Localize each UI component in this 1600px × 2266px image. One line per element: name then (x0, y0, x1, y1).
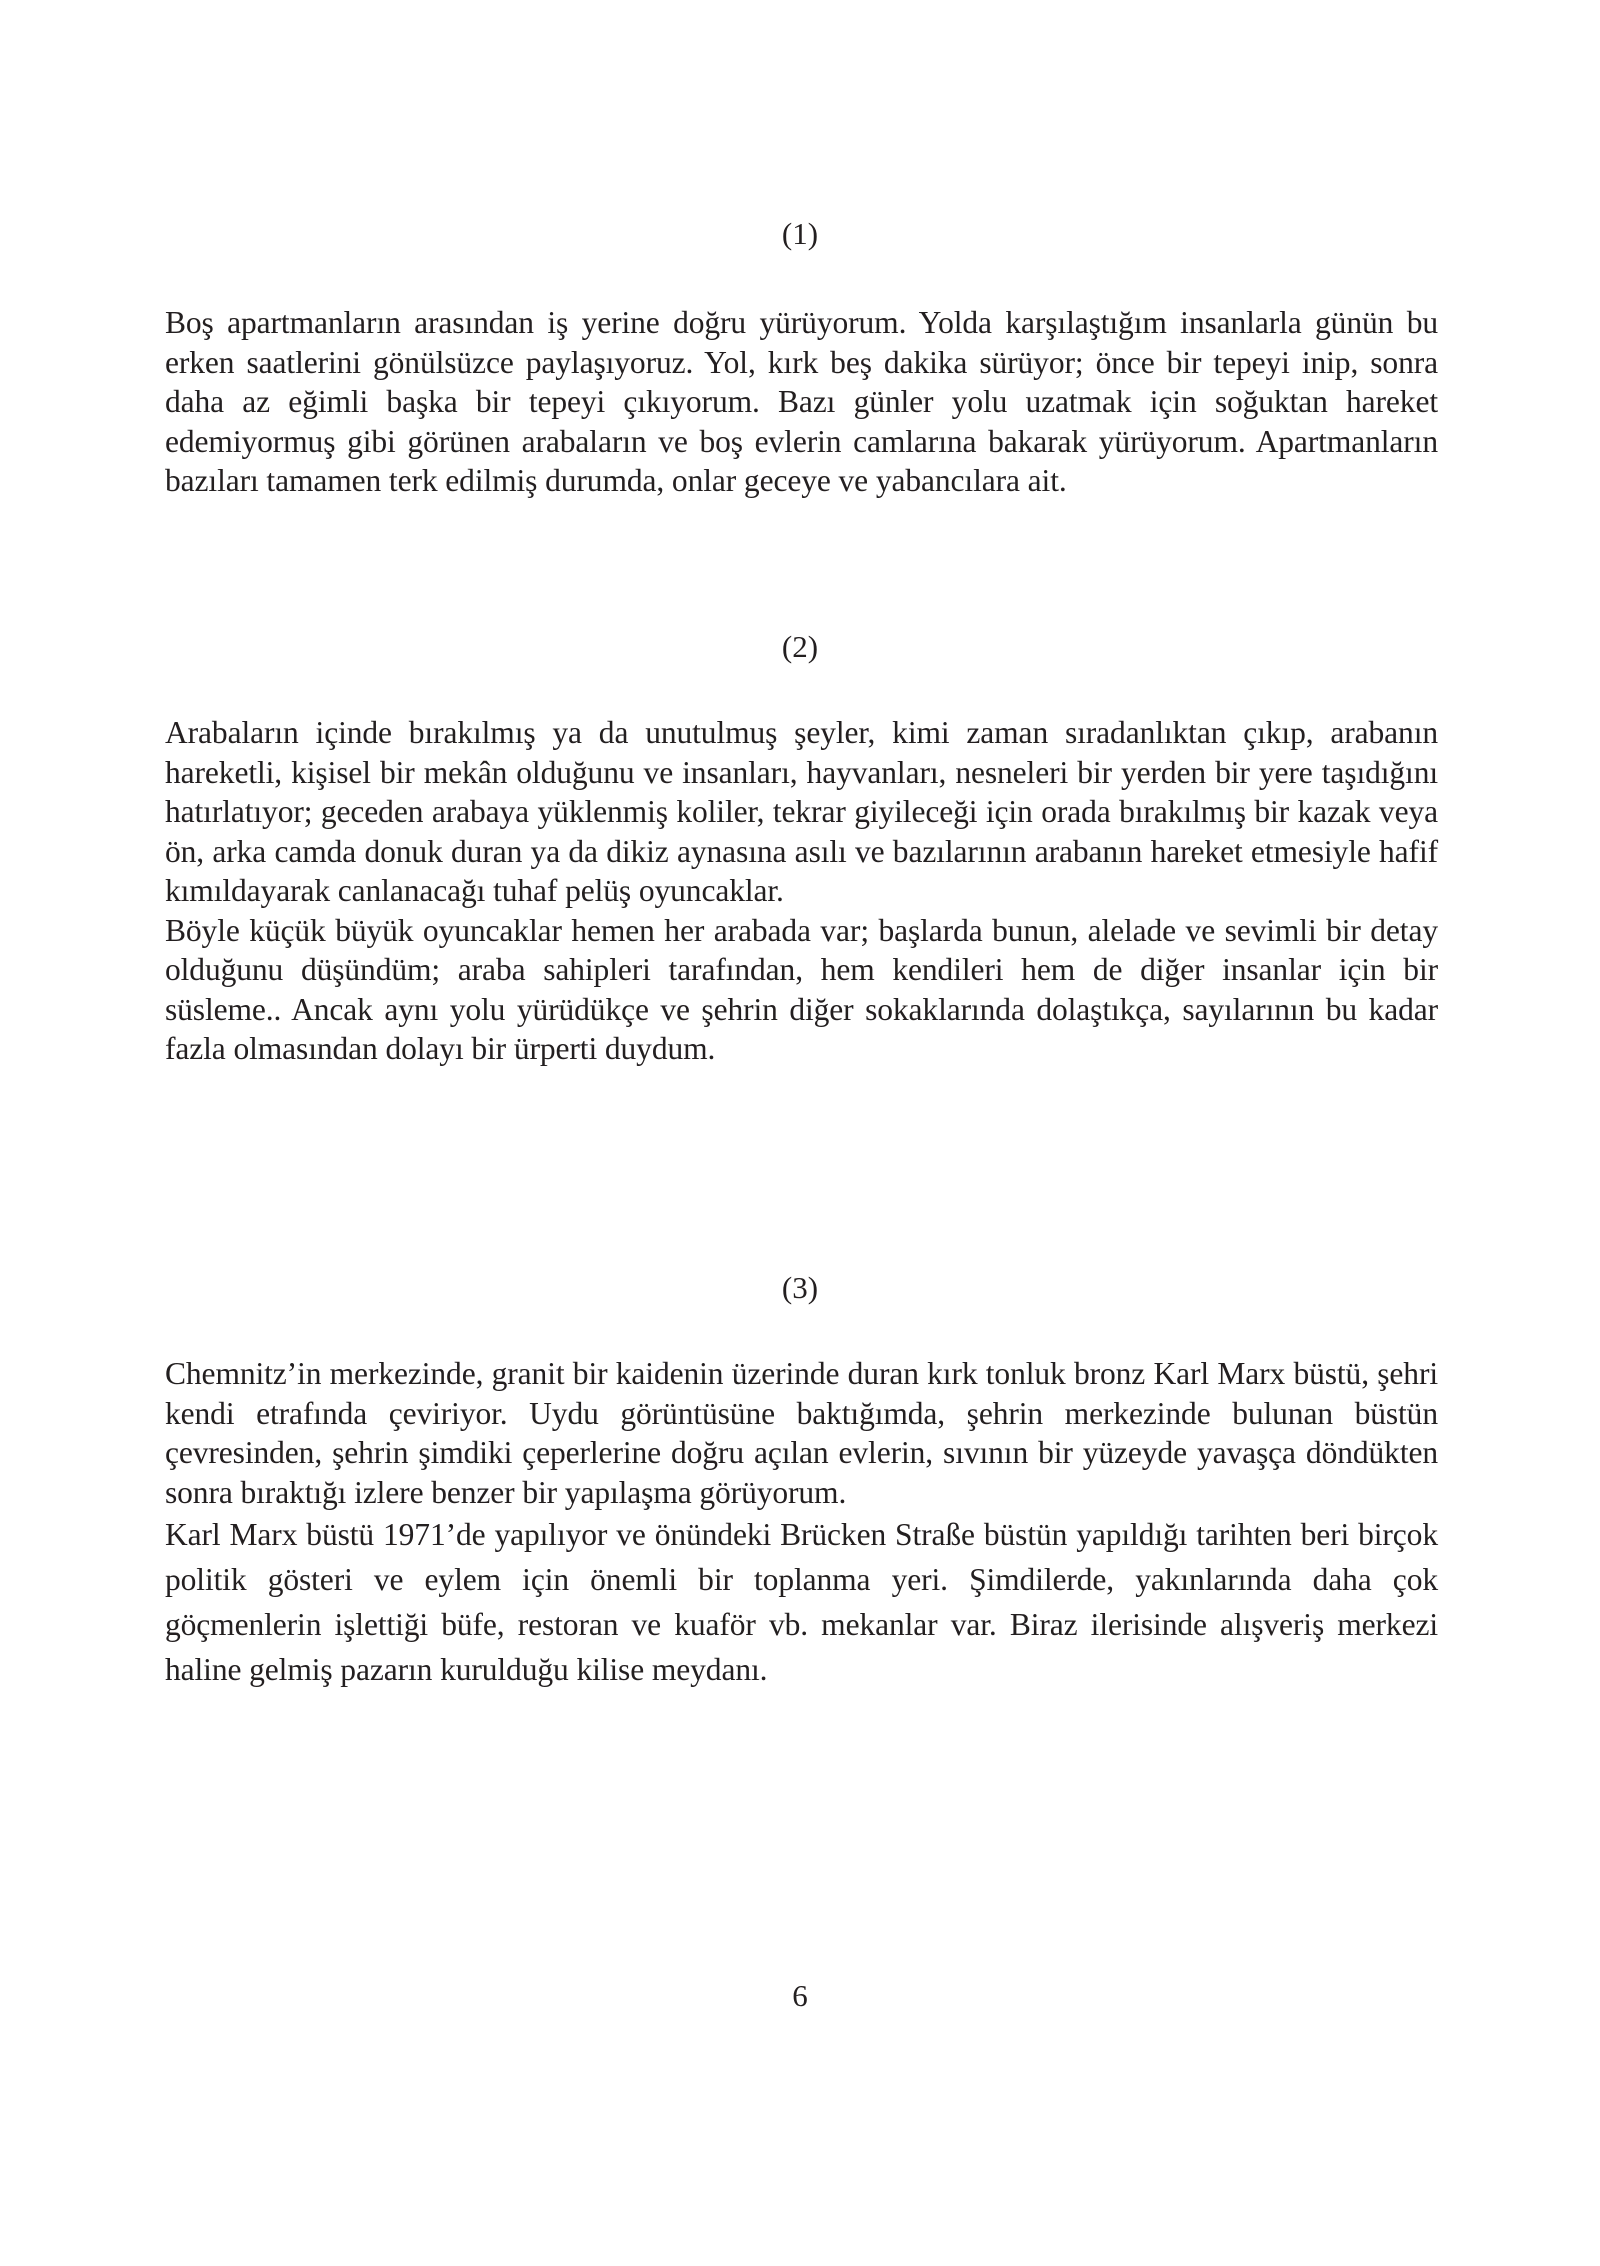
paragraph: Arabaların içinde bırakılmış ya da unutulmuş şeyler, kimi zaman sıradanlıktan çıkıp, arabanın hareketli, kişisel bir mekân olduğunu ve insanları, hayvanları, nesneleri bir yerden bir yere taşıdığını hatırlatıyor; geceden arabaya yüklenmiş koliler, tekrar giyileceği için orada bırakılmış bir kazak veya ön, arka camda donuk duran ya da dikiz aynasına asılı ve bazılarının arabanın hareket etmesiyle hafif kımıldayarak canlanacağı tuhaf pelüş oyuncaklar. (165, 715, 1438, 908)
section-body-2 (165, 713, 1438, 1069)
section-body-1 (165, 303, 1438, 501)
page-number: 6 (792, 1978, 808, 2013)
section-heading-1: (1) (781, 216, 819, 251)
paragraph: Karl Marx büstü 1971’de yapılıyor ve önündeki Brücken Straße büstün yapıldığı tarihten beri birçok politik gösteri ve eylem için önemli bir toplanma yeri. Şimdilerde, yakınlarında daha çok göçmenlerin işlettiği büfe, restoran ve kuaför vb. mekanlar var. Biraz ilerisinde alışveriş merkezi haline gelmiş pazarın kurulduğu kilise meydanı. (165, 1517, 1438, 1687)
paragraph: Chemnitz’in merkezinde, granit bir kaidenin üzerinde duran kırk tonluk bronz Karl Marx büstü, şehri kendi etrafında çeviriyor. Uydu görüntüsüne baktığımda, şehrin merkezinde bulunan büstün çevresinden, şehrin şimdiki çeperlerine doğru açılan evlerin, sıvının bir yüzeyde yavaşça döndükten sonra bıraktığı izlere benzer bir yapılaşma görüyorum. (165, 1356, 1438, 1510)
section-body-3 (165, 1354, 1438, 1692)
section-heading-3: (3) (781, 1270, 819, 1305)
section-heading-2: (2) (781, 629, 819, 664)
paragraph: Böyle küçük büyük oyuncaklar hemen her arabada var; başlarda bunun, alelade ve sevimli bir detay olduğunu düşündüm; araba sahipleri tarafından, hem kendileri hem de diğer insanlar için bir süsleme.. Ancak aynı yolu yürüdükçe ve şehrin diğer sokaklarında dolaştıkça, sayılarının bu kadar fazla olmasından dolayı bir ürperti duydum. (165, 912, 1438, 1066)
paragraph: Boş apartmanların arasından iş yerine doğru yürüyorum. Yolda karşılaştığım insanlarla günün bu erken saatlerini gönülsüzce paylaşıyoruz. Yol, kırk beş dakika sürüyor; önce bir tepeyi inip, sonra daha az eğimli başka bir tepeyi çıkıyorum. Bazı günler yolu uzatmak için soğuktan hareket edemiyormuş gibi görünen arabaların ve boş evlerin camlarına bakarak yürüyorum. Apartmanların bazıları tamamen terk edilmiş durumda, onlar geceye ve yabancılara ait. (165, 305, 1438, 498)
